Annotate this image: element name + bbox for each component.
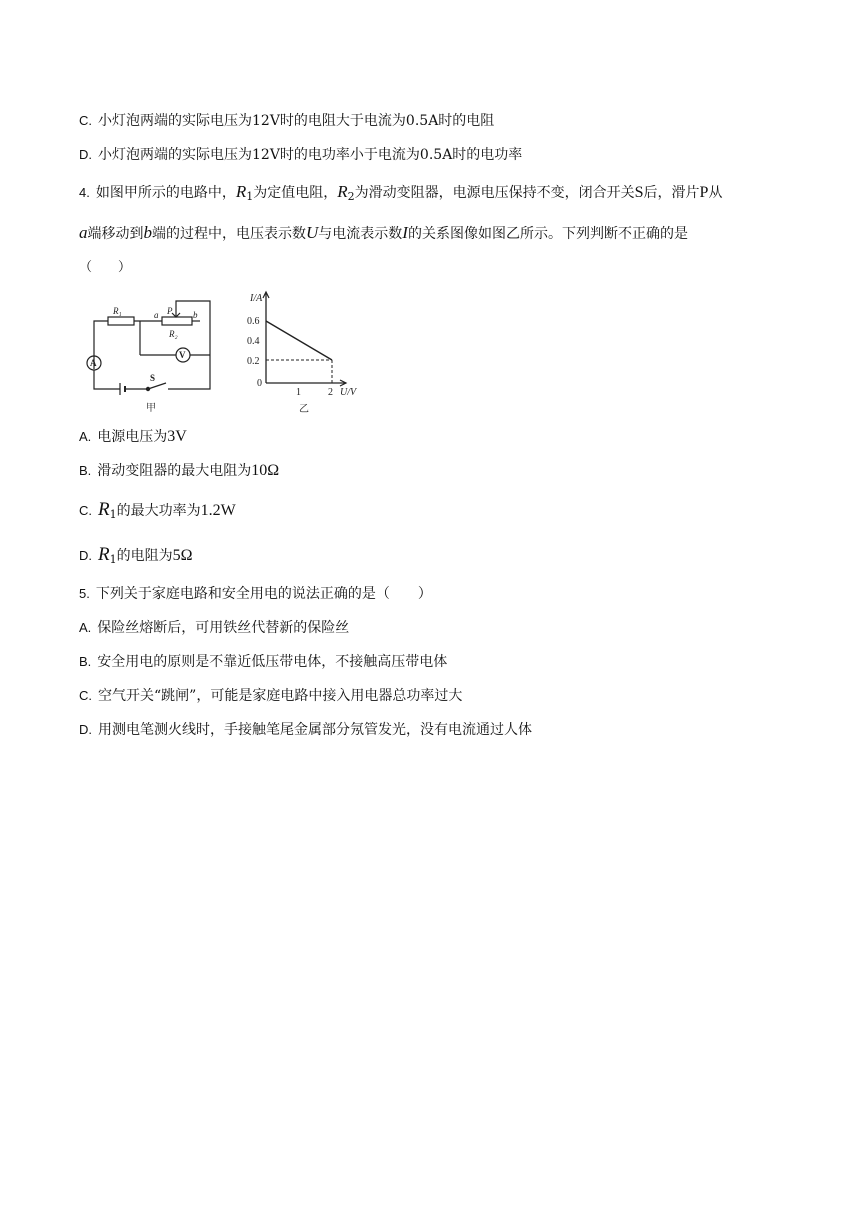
wire-bottom-right xyxy=(168,379,210,389)
circuit-diagram xyxy=(87,301,210,395)
wire-bottom-left xyxy=(94,370,120,389)
stem-text: 端的过程中，电压表示数 xyxy=(152,226,306,242)
math-r: R xyxy=(98,544,110,565)
option-text: 的最大功率为 xyxy=(116,503,201,519)
math-sub: 1 xyxy=(109,553,117,566)
switch-blade xyxy=(148,383,166,389)
y-tick-06: 0.6 xyxy=(247,316,260,327)
stem-text: 为滑动变阻器，电源电压保持不变，闭合开关 xyxy=(354,185,635,201)
circuit-labels xyxy=(90,306,198,414)
option-value: 5Ω xyxy=(172,547,193,564)
math-s: S xyxy=(634,184,644,201)
label-b: b xyxy=(193,310,198,320)
q5-option-d xyxy=(79,720,532,740)
graph-line xyxy=(266,321,332,360)
caption-yi: 乙 xyxy=(299,404,309,415)
option-label: C. xyxy=(79,113,92,128)
option-label: B. xyxy=(79,463,92,478)
option-label: D. xyxy=(79,147,92,162)
stem-text: 如图甲所示的电路中， xyxy=(95,185,236,201)
q5-option-c xyxy=(79,686,462,706)
math-sub: 1 xyxy=(246,190,254,203)
option-text: 滑动变阻器的最大电阻为 xyxy=(97,463,252,479)
q4-option-d xyxy=(79,545,193,570)
math-sub: 2 xyxy=(347,190,355,203)
q4-figures xyxy=(84,287,374,419)
math-sub: 1 xyxy=(109,508,117,521)
option-text: 保险丝熔断后，可用铁丝代替新的保险丝 xyxy=(97,620,350,636)
q4-option-c xyxy=(79,500,236,525)
option-text: 的电阻为 xyxy=(116,548,173,564)
figures-svg xyxy=(84,287,374,415)
graph-labels xyxy=(247,293,358,415)
option-label: D. xyxy=(79,548,92,563)
math-a: a xyxy=(79,223,88,242)
q4-stem-line-2 xyxy=(79,223,688,244)
stem-text: 从 xyxy=(708,185,723,201)
label-r2: R₂ xyxy=(169,329,178,339)
q5-stem xyxy=(79,584,432,604)
option-label: A. xyxy=(79,429,92,444)
q5-option-b xyxy=(79,652,447,672)
option-text: 安全用电的原则是不靠近低压带电体，不接触高压带电体 xyxy=(97,654,448,670)
math-i: I xyxy=(402,223,408,242)
label-a-meter: A xyxy=(90,358,97,368)
option-value: 10Ω xyxy=(251,462,280,479)
label-v: V xyxy=(179,350,186,360)
label-p: P xyxy=(167,306,173,316)
x-tick-1: 1 xyxy=(296,387,301,398)
option-label: C. xyxy=(79,503,92,518)
resistor-r2 xyxy=(162,317,192,325)
math-b: b xyxy=(143,223,152,242)
stem-text: 为定值电阻， xyxy=(253,185,338,201)
option-label: A. xyxy=(79,620,92,635)
option-label: D. xyxy=(79,722,92,737)
iu-graph xyxy=(263,292,346,386)
math-r: R xyxy=(235,182,247,201)
label-r1: R₁ xyxy=(113,306,122,316)
option-text: 小灯泡两端的实际电压为12V时的电功率小于电流为0.5A时的电功率 xyxy=(98,147,523,163)
option-value: 3V xyxy=(167,428,187,445)
q4-option-a xyxy=(79,427,187,447)
x-axis-label: U/V xyxy=(340,387,357,398)
option-text: 空气开关“跳闸”，可能是家庭电路中接入用电器总功率过大 xyxy=(98,688,463,704)
math-r: R xyxy=(98,499,110,520)
y-tick-02: 0.2 xyxy=(247,356,260,367)
option-value: 1.2W xyxy=(200,502,236,519)
answer-parentheses: （ ） xyxy=(79,260,132,275)
x-tick-0: 0 xyxy=(257,378,262,389)
question-number: 4. xyxy=(79,185,90,200)
q4-stem-line-1 xyxy=(79,182,722,207)
option-text: 小灯泡两端的实际电压为12V时的电阻大于电流为0.5A时的电阻 xyxy=(98,113,495,129)
resistor-r1 xyxy=(108,317,134,325)
y-axis-label: I/A xyxy=(250,293,263,304)
x-tick-2: 2 xyxy=(328,387,333,398)
math-p: P xyxy=(699,184,709,201)
q3-option-c xyxy=(79,111,494,131)
q3-option-d xyxy=(79,145,522,165)
y-tick-04: 0.4 xyxy=(247,336,260,347)
option-label: C. xyxy=(79,688,92,703)
stem-text: 后，滑片 xyxy=(643,185,700,201)
stem-text: 与电流表示数 xyxy=(318,226,403,242)
stem-text: 的关系图像如图乙所示。下列判断不正确的是 xyxy=(407,226,688,242)
math-u: U xyxy=(306,223,319,242)
q4-option-b xyxy=(79,461,279,481)
option-text: 电源电压为 xyxy=(97,429,168,445)
label-a: a xyxy=(154,310,159,320)
stem-text: 下列关于家庭电路和安全用电的说法正确的是（ ） xyxy=(95,586,432,602)
caption-jia: 甲 xyxy=(146,403,156,414)
q5-option-a xyxy=(79,618,349,638)
option-text: 用测电笔测火线时，手接触笔尾金属部分氖管发光，没有电流通过人体 xyxy=(98,722,532,738)
stem-text: 端移动到 xyxy=(87,226,144,242)
label-s: S xyxy=(150,373,156,383)
option-label: B. xyxy=(79,654,92,669)
question-number: 5. xyxy=(79,586,90,601)
math-r: R xyxy=(337,182,348,201)
